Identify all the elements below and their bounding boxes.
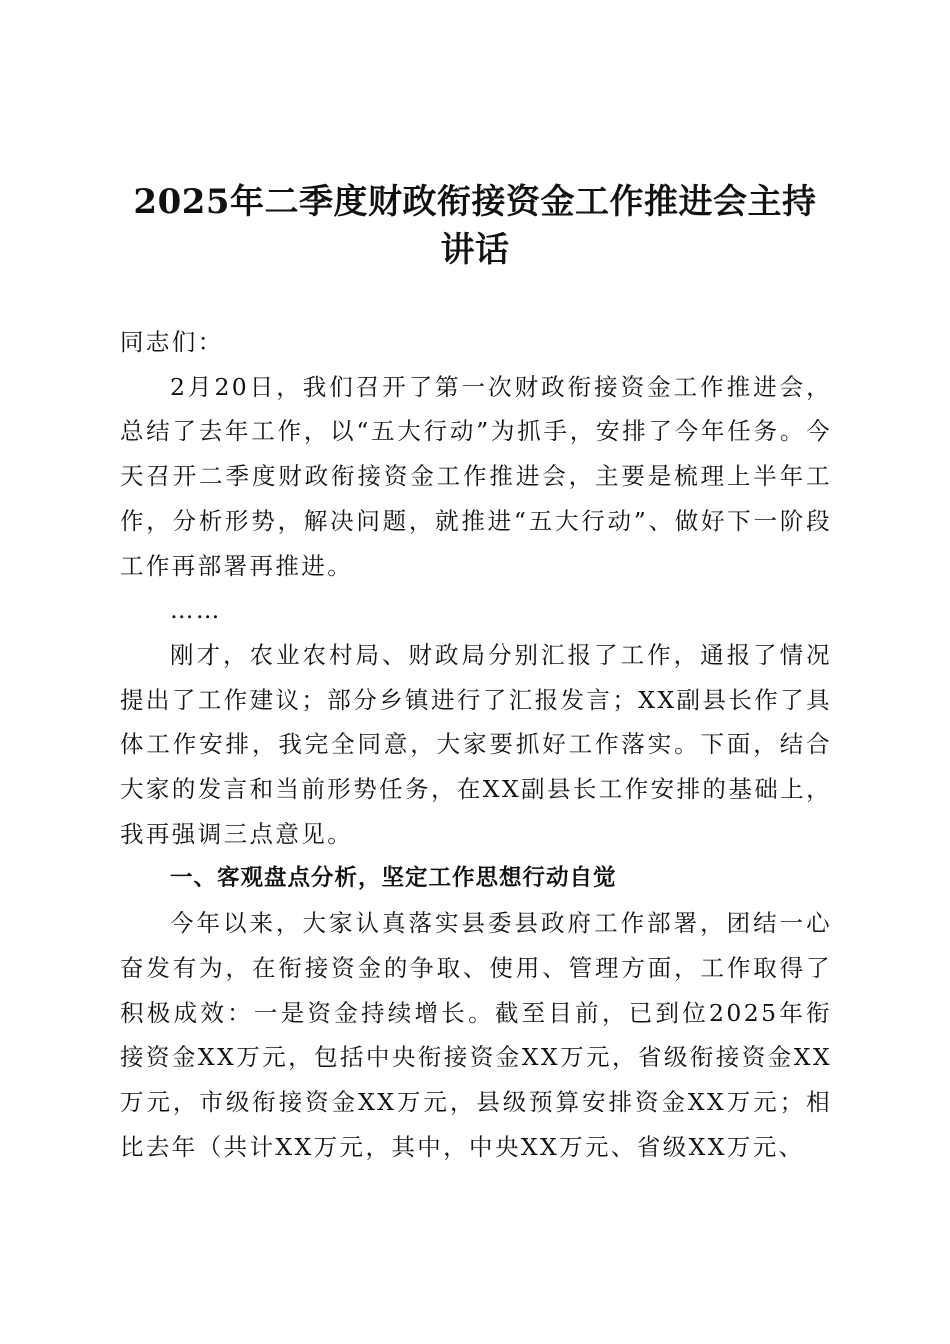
section-heading: 一、客观盘点分析，坚定工作思想行动自觉 xyxy=(170,865,617,892)
title-line-1: 2025年二季度财政衔接资金工作推进会主持 xyxy=(133,182,817,222)
title-line-2: 讲话 xyxy=(440,230,510,270)
document-body xyxy=(120,320,832,1169)
section-paragraph: 今年以来，大家认真落实县委县政府工作部署，团结一心奋发有为，在衔接资金的争取、使用、管理方面，工作取得了积极成效：一是资金持续增长。截至目前，已到位2025年衔接资金XX万元，包括中央衔接资金XX万元，省级衔接资金XX万元，市级衔接资金XX万元，县级预算安排资金XX万元；相比去年（共计XX万元，其中，中央XX万元、省级XX万元、 xyxy=(120,909,832,1161)
salutation: 同志们： xyxy=(120,328,224,356)
document-title xyxy=(80,178,870,274)
paragraph-ellipsis: …… xyxy=(170,596,222,625)
paragraph-opening: 2月20日，我们召开了第一次财政衔接资金工作推进会，总结了去年工作，以“五大行动”为抓手，安排了今年任务。今天召开二季度财政衔接资金工作推进会，主要是梳理上半年工作，分析形势，解决问题，就推进“五大行动”、做好下一阶段工作再部署再推进。 xyxy=(120,372,832,580)
paragraph-reports: 刚才，农业农村局、财政局分别汇报了工作，通报了情况提出了工作建议；部分乡镇进行了汇报发言；XX副县长作了具体工作安排，我完全同意，大家要抓好工作落实。下面，结合大家的发言和当前形势任务，在XX副县长工作安排的基础上，我再强调三点意见。 xyxy=(120,640,832,848)
